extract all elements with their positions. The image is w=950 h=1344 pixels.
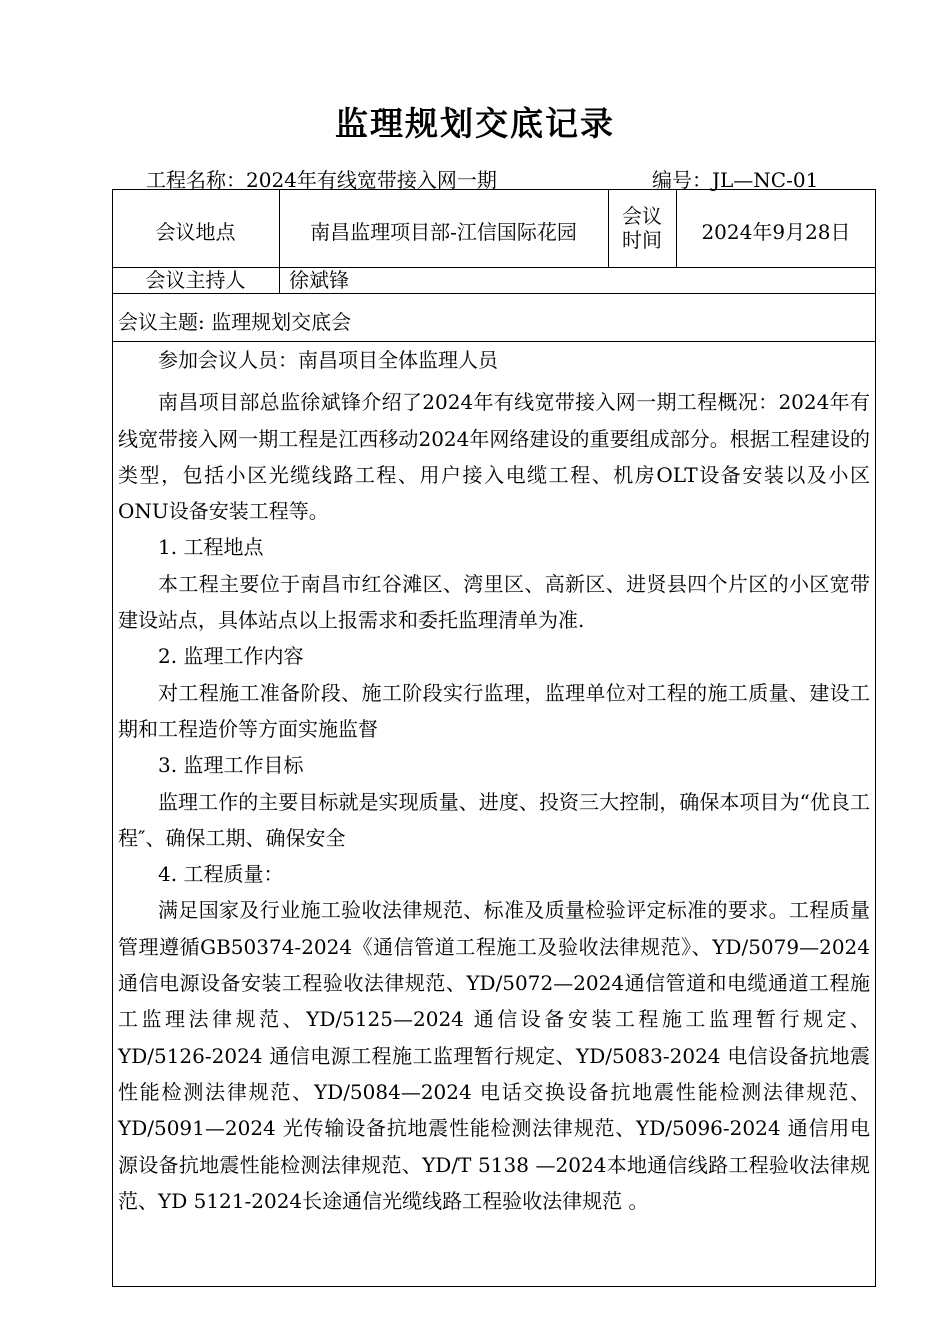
page-title: 监理规划交底记录 xyxy=(335,104,615,143)
section-4-text: 满足国家及行业施工验收法律规范、标准及质量检验评定标准的要求。工程质量管理遵循GB50374-2024《通信管道工程施工及验收法律规范》、YD/5079—2024通信电源设备安装工程验收法律规范、YD/5072—2024通信管道和电缆通道工程施工监理法律规范、YD/5125—2024 通信设备安装工程施工监理暂行规定、YD/5126-2024 通信电源工程施工监理暂行规定、YD/5083-2024 电信设备抗地震性能检测法律规范、YD/5084—2024 电话交换设备抗地震性能检测法律规范、YD/5091—2024 光传输设备抗地震性能检测法律规范、YD/5096-2024 通信用电源设备抗地震性能检测法律规范、YD/T 5138 —2024本地通信线路工程验收法律规范、YD 5121-2024长途通信光缆线路工程验收法律规范 。 xyxy=(118,898,870,1213)
section-4-title: 4. 工程质量： xyxy=(158,862,284,887)
project-name: 工程名称：2024年有线宽带接入网一期 xyxy=(146,168,497,192)
section-3-title: 3. 监理工作目标 xyxy=(158,753,304,778)
time-label-line1: 会议 xyxy=(622,204,662,228)
attendees: 参加会议人员：南昌项目全体监理人员 xyxy=(158,348,498,372)
document-number: 编号：JL—NC-01 xyxy=(652,168,819,192)
meeting-content xyxy=(118,342,870,1219)
host-value: 徐斌锋 xyxy=(289,268,349,292)
section-1-title: 1. 工程地点 xyxy=(158,535,264,560)
project-overview: 南昌项目部总监徐斌锋介绍了2024年有线宽带接入网一期工程概况：2024年有线宽带接入网一期工程是江西移动2024年网络建设的重要组成部分。根据工程建设的类型，包括小区光缆线路工程、用户接入电缆工程、机房OLT设备安装以及小区ONU设备安装工程等。 xyxy=(118,390,870,524)
divider xyxy=(112,293,876,294)
time-value: 2024年9月28日 xyxy=(701,220,851,244)
location-label: 会议地点 xyxy=(155,220,236,244)
meeting-topic: 会议主题: 监理规划交底会 xyxy=(118,310,352,334)
section-2-title: 2. 监理工作内容 xyxy=(158,644,304,669)
time-label-line2: 时间 xyxy=(622,228,662,252)
section-3-text: 监理工作的主要目标就是实现质量、进度、投资三大控制，确保本项目为“优良工程″、确保工期、确保安全 xyxy=(118,789,870,850)
section-2-text: 对工程施工准备阶段、施工阶段实行监理，监理单位对工程的施工质量、建设工期和工程造价等方面实施监督 xyxy=(118,680,870,741)
location-value: 南昌监理项目部-江信国际花园 xyxy=(310,220,577,244)
host-label: 会议主持人 xyxy=(145,268,246,292)
section-1-text: 本工程主要位于南昌市红谷滩区、湾里区、高新区、进贤县四个片区的小区宽带建设站点，具体站点以上报需求和委托监理清单为准. xyxy=(118,571,870,633)
